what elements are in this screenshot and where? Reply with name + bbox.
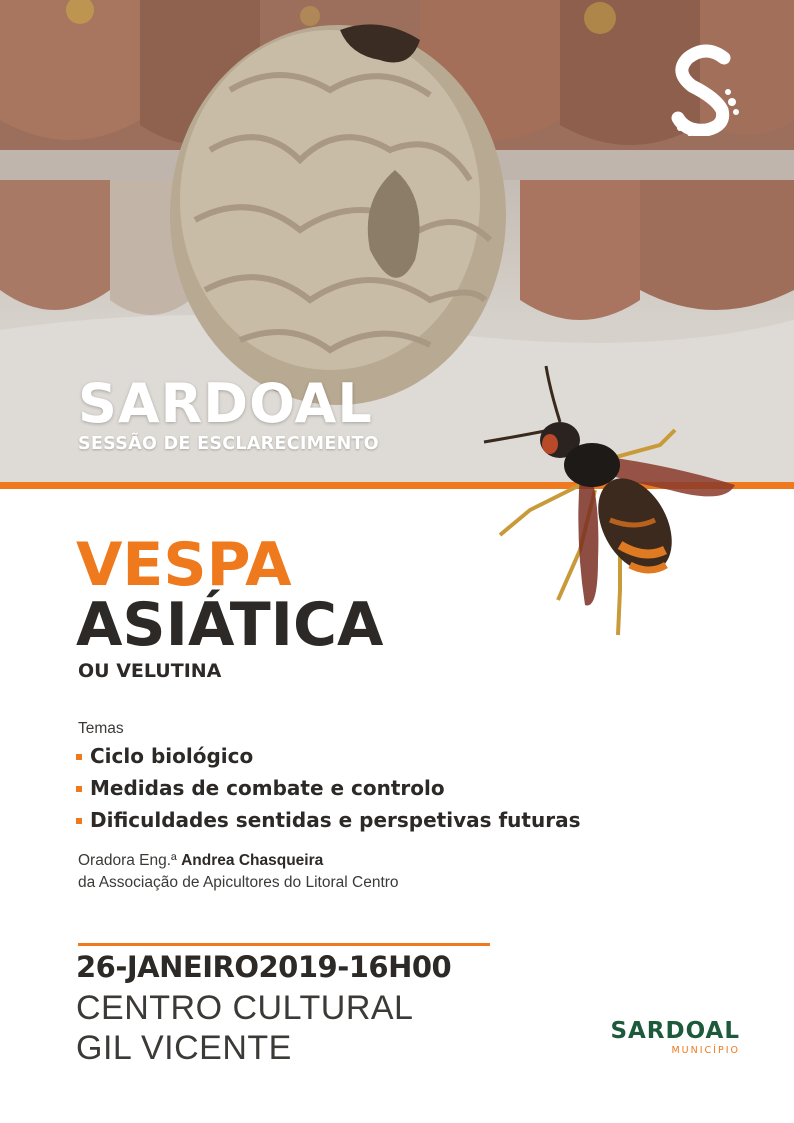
topic-item bbox=[76, 740, 580, 772]
speaker-affiliation: da Associação de Apicultores do Litoral Centro bbox=[78, 874, 399, 891]
header-subtitle: SESSÃO DE ESCLARECIMENTO bbox=[78, 434, 379, 454]
topics-list bbox=[76, 740, 580, 836]
date-divider bbox=[78, 943, 490, 946]
headline-vespa: VESPA bbox=[76, 530, 292, 600]
speaker-prefix: Oradora Eng.ª bbox=[78, 852, 177, 869]
topic-text: Medidas de combate e controlo bbox=[90, 776, 445, 800]
brand-sub: MUNICÍPIO bbox=[671, 1045, 740, 1056]
sardoal-s-logo-icon bbox=[666, 44, 746, 136]
speaker-block bbox=[78, 850, 399, 894]
header-title: SARDOAL bbox=[78, 372, 373, 435]
topics-label: Temas bbox=[78, 720, 124, 737]
asian-hornet-icon bbox=[470, 360, 760, 650]
bullet-icon bbox=[76, 754, 82, 760]
headline-subtitle: OU VELUTINA bbox=[78, 660, 222, 682]
venue-line-1: CENTRO CULTURAL bbox=[76, 989, 414, 1027]
municipality-logo bbox=[598, 1018, 740, 1058]
event-venue bbox=[76, 988, 413, 1068]
topic-text: Ciclo biológico bbox=[90, 744, 254, 768]
headline-asiatica: ASIÁTICA bbox=[76, 590, 384, 660]
topic-text: Dificuldades sentidas e perspetivas futuras bbox=[90, 808, 581, 832]
topic-item bbox=[76, 772, 580, 804]
bullet-icon bbox=[76, 818, 82, 824]
speaker-name: Andrea Chasqueira bbox=[181, 852, 324, 869]
brand-name: SARDOAL bbox=[610, 1018, 740, 1044]
venue-line-2: GIL VICENTE bbox=[76, 1029, 292, 1067]
bullet-icon bbox=[76, 786, 82, 792]
event-date-time: 26-JANEIRO2019-16H00 bbox=[76, 950, 452, 984]
topic-item bbox=[76, 804, 580, 836]
